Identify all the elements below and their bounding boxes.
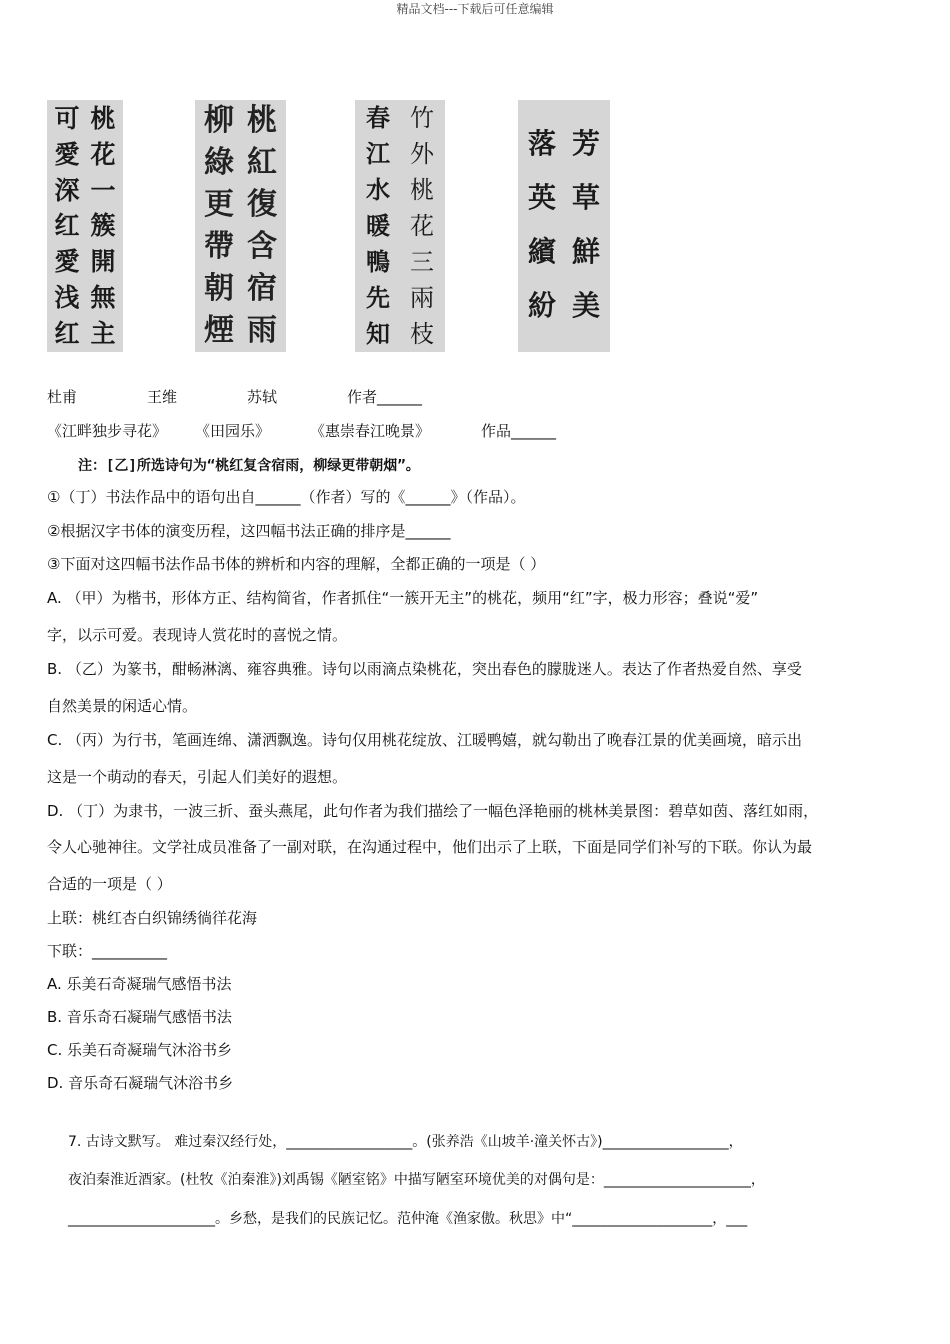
option-a-line-2: 字，以示可爱。表现诗人赏花时的喜悦之情。 [47, 626, 348, 644]
calligraphy-char: 帶 [204, 229, 234, 264]
calligraphy-char: 愛 [54, 139, 80, 169]
calligraphy-char: 美 [571, 289, 600, 322]
calligraphy-char: 浅 [54, 283, 80, 313]
calligraphy-ding-left-column [522, 127, 562, 322]
option-b-line-1: B. （乙）为篆书，酣畅淋漓、雍容典雅。诗句以雨滴点染桃花，突出春色的朦胧迷人。表达了作者热爱自然、享受 [47, 660, 802, 678]
option-d-line-3: 合适的一项是（ ） [47, 875, 172, 893]
author-2: 王维 [147, 388, 178, 406]
option-c-line-2: 这是一个萌动的春天，引起人们美好的遐想。 [47, 768, 348, 786]
calligraphy-char: 綠 [204, 145, 234, 180]
calligraphy-char: 紅 [247, 145, 277, 180]
calligraphy-char: 竹 [410, 104, 434, 132]
option-d-line-1: D. （丁）为隶书，一波三折、蚕头燕尾，此句作者为我们描绘了一幅色泽艳丽的桃林美景图：碧草如茵、落红如雨， [47, 802, 819, 820]
page-header: 精品文档---下载后可任意编辑 [396, 2, 554, 16]
calligraphy-char: 草 [571, 181, 600, 214]
work-blank: 作品______ [481, 422, 557, 440]
lower-couplet: 下联：__________ [47, 942, 168, 960]
calligraphy-char: 兩 [410, 284, 434, 312]
choice-a: A. 乐美石奇凝瑞气感悟书法 [47, 975, 232, 993]
calligraphy-char: 外 [410, 140, 434, 168]
calligraphy-char: 红 [54, 318, 80, 348]
work-3: 《惠崇春江晚景》 [310, 422, 431, 440]
question-2: ②根据汉字书体的演变历程，这四幅书法正确的排序是______ [47, 522, 451, 540]
calligraphy-char: 鴨 [366, 247, 390, 276]
calligraphy-char: 雨 [247, 313, 277, 348]
author-3: 苏轼 [247, 388, 278, 406]
calligraphy-char: 簇 [90, 211, 116, 241]
option-b-line-2: 自然美景的闲适心情。 [47, 697, 198, 715]
calligraphy-char: 桃 [410, 176, 434, 204]
calligraphy-bing-left-column [359, 103, 397, 348]
calligraphy-ding-right-column [566, 127, 606, 322]
option-a-line-1: A. （甲）为楷书，形体方正、结构简省，作者抓住“一簇开无主”的桃花，频用“红”字，极力形容；叠说“爱” [47, 589, 759, 607]
calligraphy-char: 深 [54, 175, 80, 205]
choice-b: B. 音乐奇石凝瑞气感悟书法 [47, 1008, 232, 1026]
work-1: 《江畔独步寻花》 [47, 422, 168, 440]
calligraphy-char: 紛 [527, 289, 556, 322]
calligraphy-char: 可 [54, 104, 80, 133]
work-2: 《田园乐》 [195, 422, 271, 440]
calligraphy-char: 桃 [247, 103, 277, 138]
calligraphy-char: 暖 [366, 211, 390, 240]
question-7-line-3: _____________________。乡愁，是我们的民族记忆。范仲淹《渔家傲。秋思》中“____________________，___ [68, 1211, 748, 1227]
calligraphy-char: 水 [366, 175, 390, 204]
question-1: ①（丁）书法作品中的语句出自______（作者）写的《______》（作品）。 [47, 488, 526, 506]
calligraphy-char: 花 [90, 139, 116, 169]
note: 注：[乙]所选诗句为“桃红复含宿雨，柳绿更带朝烟”。 [78, 458, 420, 474]
option-d-line-2: 令人心驰神往。文学社成员准备了一副对联，在沟通过程中，他们出示了上联，下面是同学们补写的下联。你认为最 [47, 838, 813, 856]
calligraphy-char: 復 [247, 187, 277, 222]
calligraphy-ding [518, 100, 610, 352]
calligraphy-yi-left-column [199, 103, 239, 348]
calligraphy-char: 含 [247, 229, 277, 264]
calligraphy-char: 芳 [571, 127, 600, 160]
calligraphy-char: 三 [410, 248, 434, 276]
calligraphy-char: 先 [366, 283, 390, 312]
author-blank: 作者______ [347, 388, 423, 406]
calligraphy-char: 江 [366, 139, 390, 168]
calligraphy-char: 春 [366, 103, 390, 132]
author-1: 杜甫 [47, 388, 78, 406]
calligraphy-char: 知 [366, 319, 390, 348]
calligraphy-yi [195, 100, 286, 352]
calligraphy-char: 一 [90, 175, 116, 205]
calligraphy-bing-right-column [403, 106, 441, 346]
calligraphy-char: 枝 [410, 320, 434, 348]
calligraphy-jia-left-column [51, 106, 83, 346]
upper-couplet: 上联：桃红杏白织锦绣徜徉花海 [47, 909, 258, 927]
calligraphy-char: 英 [527, 181, 556, 214]
choice-d: D. 音乐奇石凝瑞气沐浴书乡 [47, 1074, 234, 1092]
calligraphy-yi-right-column [242, 103, 282, 348]
option-c-line-1: C. （丙）为行书，笔画连绵、潇洒飘逸。诗句仅用桃花绽放、江暖鸭嬉，就勾勒出了晚春江景的优美画境，暗示出 [47, 731, 803, 749]
calligraphy-char: 红 [54, 211, 80, 241]
question-3: ③下面对这四幅书法作品书体的辨析和内容的理解，全都正确的一项是（ ） [47, 555, 546, 573]
calligraphy-char: 繽 [527, 235, 556, 268]
calligraphy-char: 鮮 [571, 235, 600, 268]
calligraphy-char: 煙 [204, 313, 234, 348]
calligraphy-char: 宿 [247, 271, 277, 306]
calligraphy-char: 桃 [90, 104, 116, 133]
calligraphy-jia-right-column [87, 106, 119, 346]
question-7-line-2: 夜泊秦淮近酒家。(杜牧《泊秦淮》)刘禹锡《陋室铭》中描写陋室环境优美的对偶句是：_____________________， [68, 1172, 765, 1188]
choice-c: C. 乐美石奇凝瑞气沐浴书乡 [47, 1041, 233, 1059]
calligraphy-jia [47, 100, 123, 352]
calligraphy-char: 朝 [204, 271, 234, 306]
question-7-line-1: 7. 古诗文默写。 难过秦汉经行处，__________________。(张养浩《山坡羊·潼关怀古》)__________________， [68, 1134, 743, 1150]
calligraphy-char: 柳 [204, 103, 234, 138]
calligraphy-char: 愛 [54, 247, 80, 277]
calligraphy-bing [355, 100, 445, 352]
calligraphy-char: 開 [90, 247, 116, 277]
calligraphy-char: 花 [410, 212, 434, 240]
calligraphy-char: 落 [527, 127, 556, 160]
calligraphy-char: 更 [204, 187, 234, 222]
calligraphy-char: 無 [90, 283, 116, 313]
calligraphy-char: 主 [90, 318, 116, 348]
